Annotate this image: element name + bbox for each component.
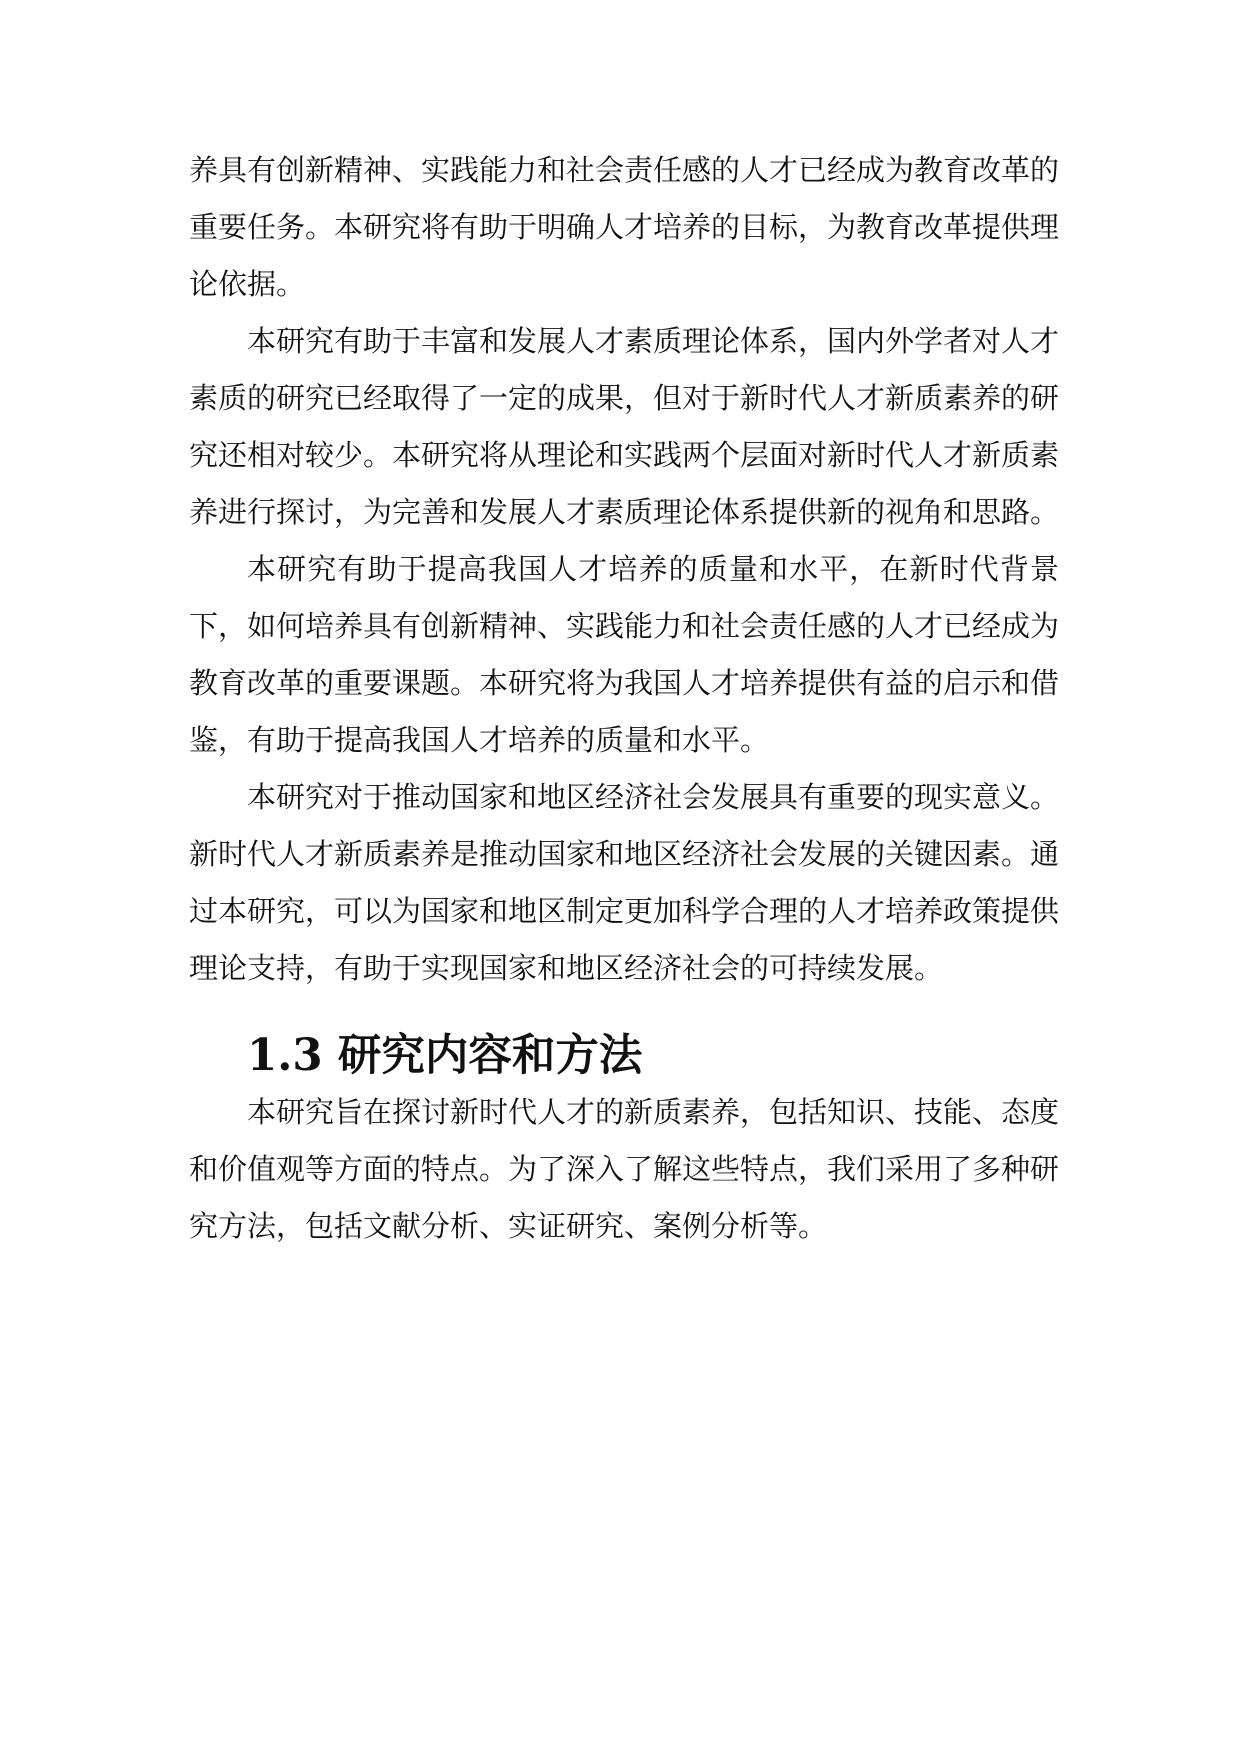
paragraph-research-content: 本研究旨在探讨新时代人才的新质素养，包括知识、技能、态度和价值观等方面的特点。为了深入了解这些特点，我们采用了多种研究方法，包括文献分析、实证研究、案例分析等。 — [189, 1095, 1060, 1243]
paragraph-training-quality: 本研究有助于提高我国人才培养的质量和水平，在新时代背景下，如何培养具有创新精神、实践能力和社会责任感的人才已经成为教育改革的重要课题。本研究将为我国人才培养提供有益的启示和借鉴，有助于提高我国人才培养的质量和水平。 — [189, 552, 1060, 757]
paragraph-economic-significance: 本研究对于推动国家和地区经济社会发展具有重要的现实意义。新时代人才新质素养是推动国家和地区经济社会发展的关键因素。通过本研究，可以为国家和地区制定更加科学合理的人才培养政策提供理论支持，有助于实现国家和地区经济社会的可持续发展。 — [189, 780, 1060, 985]
paragraph-education-reform: 养具有创新精神、实践能力和社会责任感的人才已经成为教育改革的重要任务。本研究将有助于明确人才培养的目标，为教育改革提供理论依据。 — [189, 153, 1060, 301]
page-body — [189, 142, 1059, 1255]
section-heading: 1.3 研究内容和方法 — [247, 1030, 643, 1081]
paragraph-talent-theory: 本研究有助于丰富和发展人才素质理论体系，国内外学者对人才素质的研究已经取得了一定的成果，但对于新时代人才新质素养的研究还相对较少。本研究将从理论和实践两个层面对新时代人才新质素养进行探讨，为完善和发展人才素质理论体系提供新的视角和思路。 — [189, 324, 1060, 529]
